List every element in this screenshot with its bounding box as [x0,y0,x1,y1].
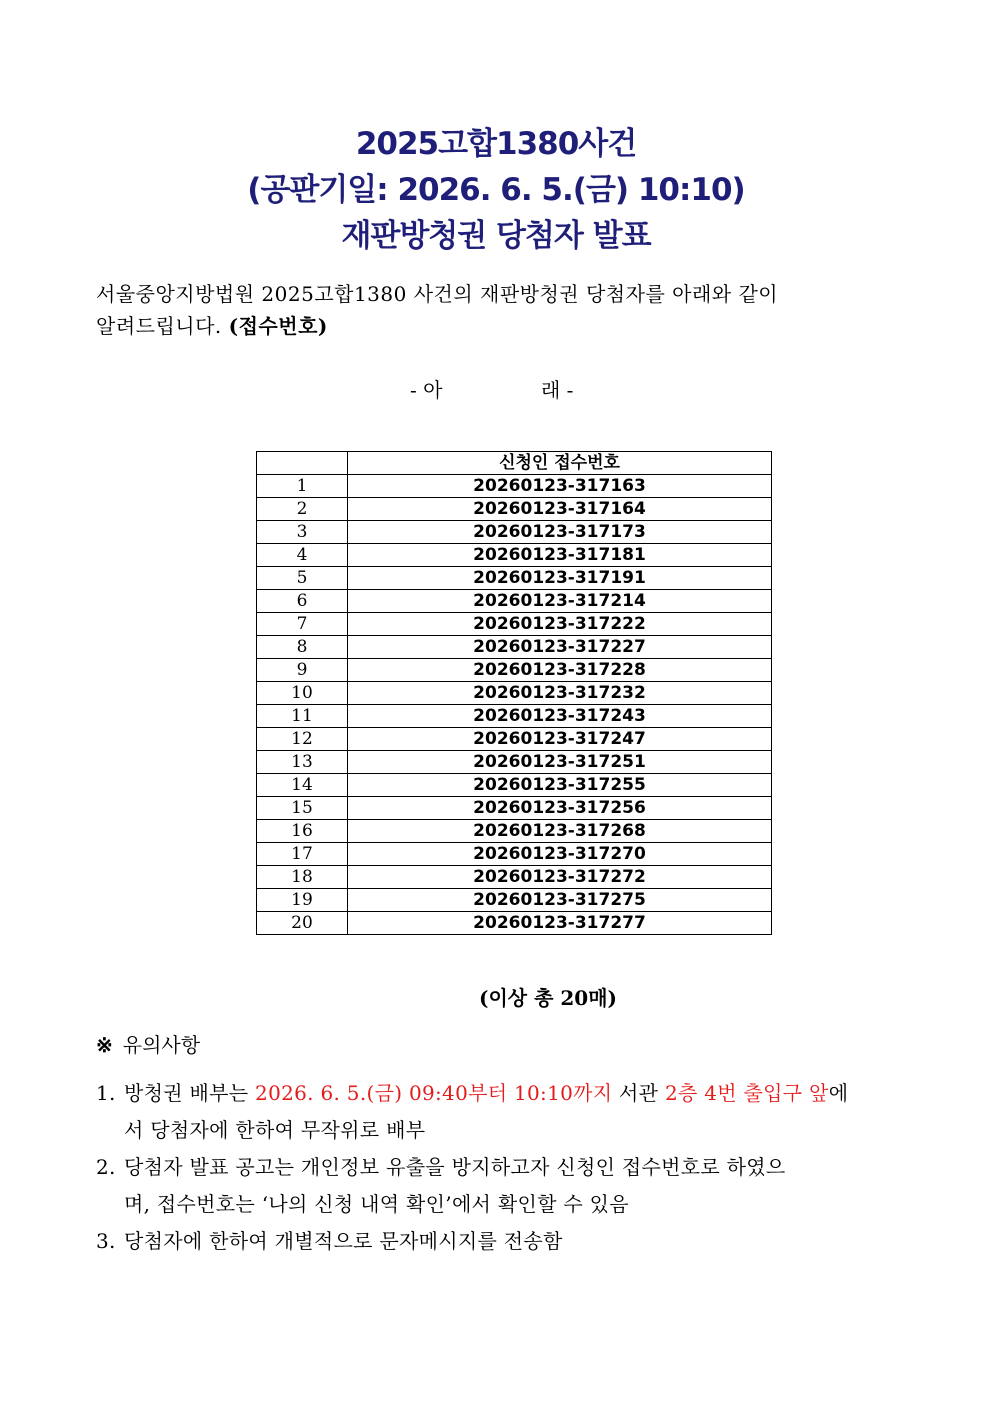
receipt-number: 20260123-317275 [348,889,772,912]
header-no-cell [257,452,348,475]
table-row [257,475,772,498]
table-row [257,590,772,613]
table-row [257,682,772,705]
notes-title: 유의사항 [122,1033,201,1057]
receipt-number: 20260123-317173 [348,521,772,544]
row-number: 6 [257,590,348,613]
row-number: 3 [257,521,348,544]
total-count-text: (이상 총 20매) [479,986,617,1010]
row-number: 9 [257,659,348,682]
row-number: 1 [257,475,348,498]
note-3 [96,1223,906,1260]
table-row [257,728,772,751]
note-1-text-c: 서관 [612,1081,665,1105]
note-1-line-2: 서 당첨자에 한하여 무작위로 배부 [124,1118,426,1142]
receipt-number: 20260123-317191 [348,567,772,590]
note-1 [96,1075,906,1149]
row-number: 17 [257,843,348,866]
note-1-location-highlight: 2층 4번 출입구 앞 [664,1081,829,1105]
reference-mark-icon: ※ [96,1033,113,1057]
winners-table [256,451,772,935]
row-number: 12 [257,728,348,751]
table-row [257,774,772,797]
note-2-text-a: 당첨자 발표 공고는 개인정보 유출을 방지하고자 신청인 접수번호로 하였으 [124,1155,786,1179]
title-hearing-date: (공판기일: 2026. 6. 5.(금) 10:10) [247,172,745,208]
marker-left: - 아 [410,378,443,402]
row-number: 4 [257,544,348,567]
table-row [257,567,772,590]
title-announcement: 재판방청권 당첨자 발표 [341,218,651,254]
note-1-time-highlight: 2026. 6. 5.(금) 09:40부터 10:10까지 [255,1081,613,1105]
note-3-text-a: 당첨자에 한하여 개별적으로 문자메시지를 전송함 [124,1229,563,1253]
receipt-number: 20260123-317214 [348,590,772,613]
note-1-text-e: 에 [828,1081,849,1105]
title-case-number: 2025고합1380사건 [355,126,637,162]
row-number: 18 [257,866,348,889]
table-row [257,498,772,521]
row-number: 7 [257,613,348,636]
table-header-row [257,452,772,475]
table-row [257,889,772,912]
note-1-text-a: 방청권 배부는 [124,1081,256,1105]
row-number: 19 [257,889,348,912]
notes-heading [96,1030,200,1060]
row-number: 13 [257,751,348,774]
table-row [257,659,772,682]
receipt-number: 20260123-317232 [348,682,772,705]
note-2-line-1 [96,1149,906,1186]
row-number: 5 [257,567,348,590]
row-number: 10 [257,682,348,705]
intro-paragraph [96,278,896,342]
row-number: 16 [257,820,348,843]
receipt-number: 20260123-317243 [348,705,772,728]
receipt-number: 20260123-317270 [348,843,772,866]
row-number: 20 [257,912,348,935]
receipt-number: 20260123-317164 [348,498,772,521]
table-row [257,912,772,935]
table-row [257,544,772,567]
receipt-number: 20260123-317181 [348,544,772,567]
receipt-number: 20260123-317268 [348,820,772,843]
intro-line-2 [96,310,896,342]
note-3-line-1 [96,1223,906,1260]
receipt-number: 20260123-317247 [348,728,772,751]
note-2-line-2: 며, 접수번호는 ‘나의 신청 내역 확인’에서 확인할 수 있음 [124,1192,629,1216]
row-number: 8 [257,636,348,659]
receipt-number: 20260123-317227 [348,636,772,659]
receipt-number: 20260123-317222 [348,613,772,636]
receipt-number: 20260123-317256 [348,797,772,820]
receipt-number: 20260123-317277 [348,912,772,935]
row-number: 2 [257,498,348,521]
note-2-number: 2. [96,1155,116,1179]
note-1-number: 1. [96,1081,116,1105]
table-row [257,636,772,659]
row-number: 11 [257,705,348,728]
table-row [257,843,772,866]
receipt-number: 20260123-317251 [348,751,772,774]
intro-line-1: 서울중앙지방법원 2025고합1380 사건의 재판방청권 당첨자를 아래와 같이 [96,282,779,306]
receipt-number: 20260123-317228 [348,659,772,682]
total-count [0,984,992,1012]
table-row [257,797,772,820]
receipt-number: 20260123-317255 [348,774,772,797]
table-row [257,613,772,636]
receipt-number: 20260123-317272 [348,866,772,889]
intro-line-2-text: 알려드립니다. [96,314,222,338]
header-receipt-number: 신청인 접수번호 [348,452,772,475]
note-3-number: 3. [96,1229,116,1253]
row-number: 15 [257,797,348,820]
receipt-number: 20260123-317163 [348,475,772,498]
marker-right: 래 - [541,378,574,402]
table-row [257,521,772,544]
row-number: 14 [257,774,348,797]
table-row [257,866,772,889]
note-2 [96,1149,906,1223]
table-row [257,705,772,728]
note-1-line-1 [96,1075,906,1112]
table-row [257,820,772,843]
table-row [257,751,772,774]
intro-line-2-bold: (접수번호) [228,314,328,338]
